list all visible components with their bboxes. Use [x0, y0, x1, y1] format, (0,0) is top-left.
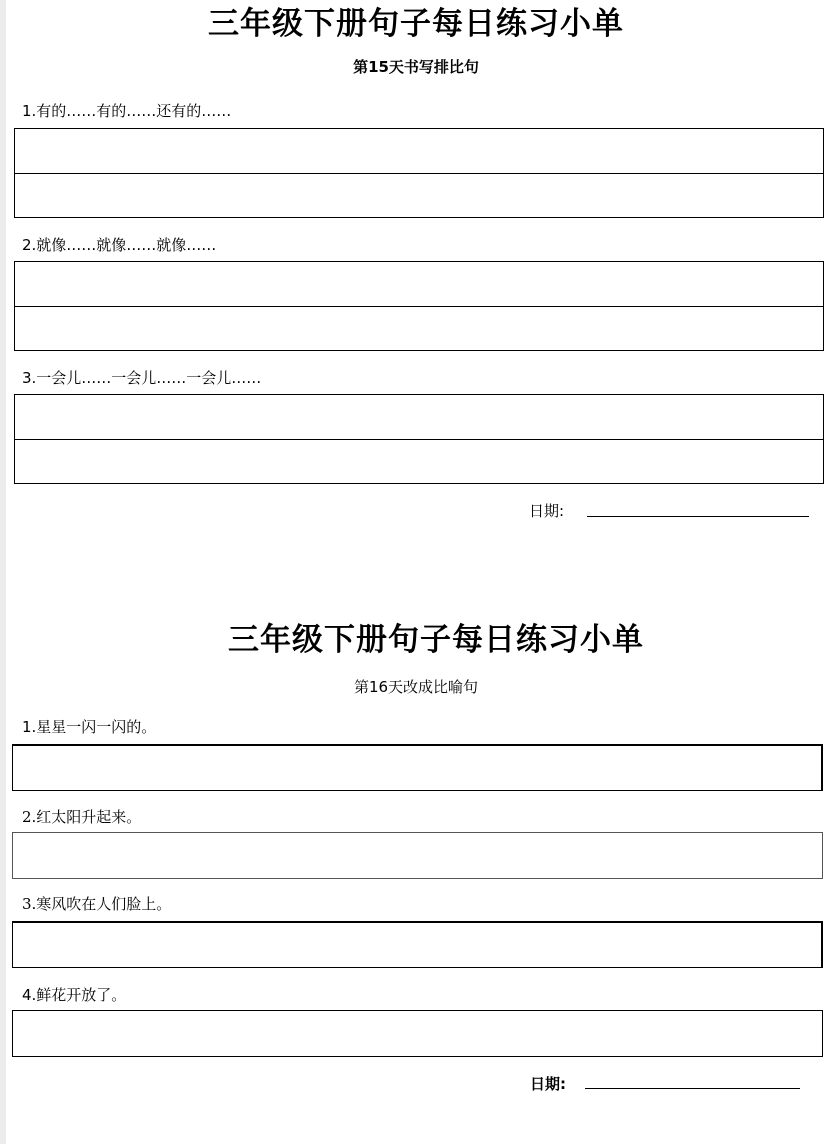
date-field[interactable]	[587, 516, 809, 517]
date-label: 日期:	[529, 502, 565, 520]
answer-line-divider	[15, 306, 823, 307]
answer-line-divider	[15, 173, 823, 174]
question-label: 4.鲜花开放了。	[22, 986, 127, 1004]
answer-box[interactable]	[14, 128, 824, 218]
answer-box[interactable]	[12, 1010, 823, 1057]
question-label: 1.有的……有的……还有的……	[22, 102, 232, 120]
page-title: 三年级下册句子每日练习小单	[208, 6, 624, 42]
answer-box[interactable]	[12, 832, 823, 879]
question-label: 3.寒风吹在人们脸上。	[22, 895, 172, 913]
answer-box[interactable]	[12, 921, 823, 968]
question-label: 2.红太阳升起来。	[22, 808, 142, 826]
answer-line-divider	[15, 439, 823, 440]
page-subtitle: 第15天书写排比句	[353, 58, 479, 76]
question-label: 1.星星一闪一闪的。	[22, 718, 157, 736]
page-edge	[0, 0, 6, 1144]
answer-box[interactable]	[12, 744, 823, 791]
question-label: 2.就像……就像……就像……	[22, 236, 217, 254]
question-label: 3.一会儿……一会儿……一会儿……	[22, 369, 262, 387]
date-label: 日期:	[530, 1075, 566, 1093]
answer-box[interactable]	[14, 261, 824, 351]
answer-box[interactable]	[14, 394, 824, 484]
page-subtitle: 第16天改成比喻句	[353, 678, 479, 696]
date-field[interactable]	[585, 1088, 800, 1089]
page-title: 三年级下册句子每日练习小单	[228, 622, 644, 658]
